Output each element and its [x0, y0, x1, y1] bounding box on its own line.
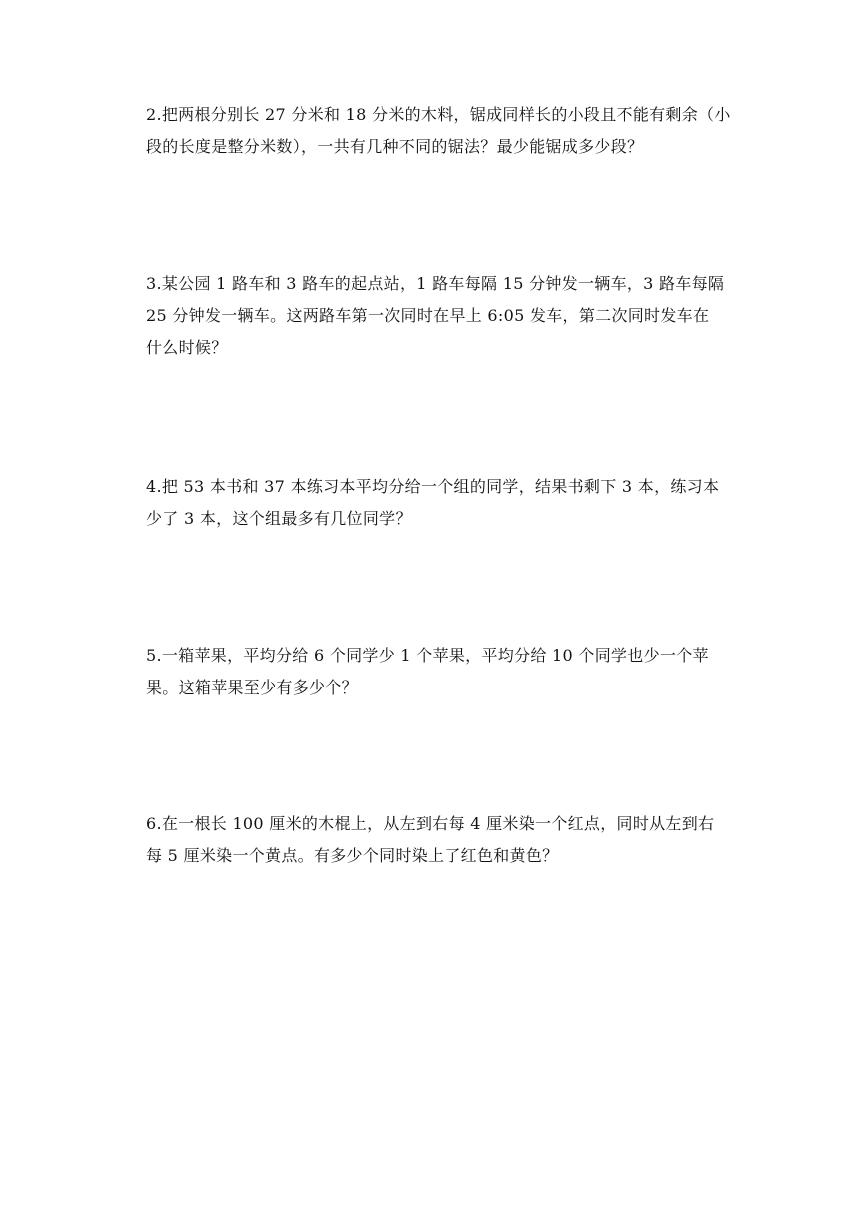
problem-6: [146, 808, 736, 872]
problem-3-line-1: 3.某公园 1 路车和 3 路车的起点站，1 路车每隔 15 分钟发一辆车，3 路车每隔: [146, 274, 725, 293]
problem-3-line-2: 25 分钟发一辆车。这两路车第一次同时在早上 6:05 发车，第二次同时发车在: [146, 306, 710, 325]
problem-4: [146, 471, 736, 535]
problem-4-line-2: 少了 3 本，这个组最多有几位同学？: [146, 509, 412, 528]
problem-2-line-1: 2.把两根分别长 27 分米和 18 分米的木料，锯成同样长的小段且不能有剩余（小: [146, 105, 731, 124]
problem-5-line-2: 果。这箱苹果至少有多少个？: [146, 678, 358, 697]
problem-5-line-1: 5.一箱苹果，平均分给 6 个同学少 1 个苹果，平均分给 10 个同学也少一个苹: [146, 646, 709, 665]
problem-3-line-3: 什么时候？: [146, 338, 228, 357]
problem-2: [146, 99, 736, 163]
problem-4-line-1: 4.把 53 本书和 37 本练习本平均分给一个组的同学，结果书剩下 3 本，练习本: [146, 477, 720, 496]
problem-6-line-2: 每 5 厘米染一个黄点。有多少个同时染上了红色和黄色？: [146, 846, 559, 865]
problem-3: [146, 268, 736, 364]
problem-2-line-2: 段的长度是整分米数），一共有几种不同的锯法？最少能锯成多少段？: [146, 137, 644, 156]
problem-5: [146, 640, 736, 704]
problem-6-line-1: 6.在一根长 100 厘米的木棍上，从左到右每 4 厘米染一个红点，同时从左到右: [146, 814, 715, 833]
